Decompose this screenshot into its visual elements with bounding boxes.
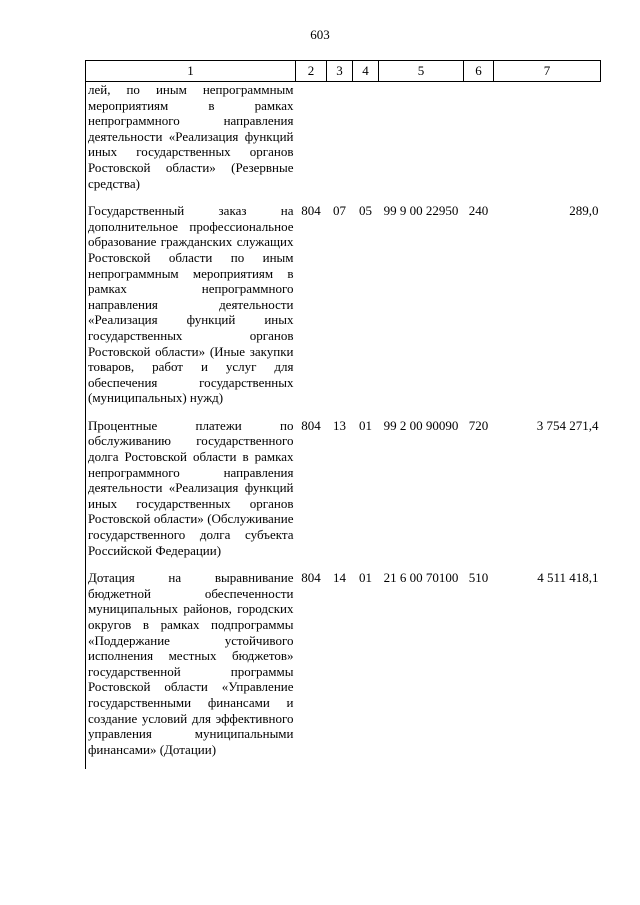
table-row bbox=[86, 418, 601, 570]
row-description: лей, по иным непрограммным мероприятиям в рамках непрограммного направления деятельности «Реализация функций иных государственных органов Ростовской области» (Резервные средства) bbox=[86, 82, 296, 204]
row-target-code: 99 2 00 90090 bbox=[383, 417, 459, 433]
row-ministry-code: 804 bbox=[301, 570, 321, 586]
table-row bbox=[86, 570, 601, 769]
header-col-4: 4 bbox=[353, 61, 379, 82]
row-target-code bbox=[379, 82, 464, 204]
row-description: Дотация на выравнивание бюджетной обеспеченности муниципальных районов, городских округов в рамках подпрограммы «Поддержание устойчивого исполнения местных бюджетов» государственной программы Ростовской области «Управление государственными финансами и создание условий для эффективного управления муниципальными финансами» (Дотации) bbox=[86, 570, 296, 769]
header-col-6: 6 bbox=[464, 61, 494, 82]
row-subsection bbox=[353, 82, 379, 204]
row-ministry-code: 804 bbox=[301, 417, 321, 433]
row-expense-type: 240 bbox=[468, 203, 489, 219]
budget-table bbox=[85, 60, 601, 769]
header-col-5: 5 bbox=[379, 61, 464, 82]
row-amount: 289,0 bbox=[569, 203, 599, 219]
row-expense-type: 510 bbox=[468, 570, 489, 586]
header-row bbox=[86, 61, 601, 82]
row-ministry-code bbox=[296, 82, 327, 204]
row-section: 14 bbox=[333, 570, 346, 586]
page-number: 603 bbox=[310, 27, 330, 42]
row-amount: 4 511 418,1 bbox=[537, 570, 599, 586]
row-ministry-code: 804 bbox=[301, 203, 321, 219]
table-row bbox=[86, 203, 601, 418]
row-section: 07 bbox=[333, 203, 346, 219]
row-section bbox=[327, 82, 353, 204]
row-target-code: 21 6 00 70100 bbox=[383, 570, 459, 586]
header-col-7: 7 bbox=[494, 61, 601, 82]
row-amount: 3 754 271,4 bbox=[536, 417, 599, 433]
table-header bbox=[86, 61, 601, 82]
row-expense-type: 720 bbox=[468, 417, 489, 433]
row-section: 13 bbox=[333, 417, 346, 433]
row-description: Государственный заказ на дополнительное профессиональное образование гражданских служащих Ростовской области по иным непрограммным мероприятиям в рамках непрограммного направления деятельности «Реализация функций иных государственных органов Ростовской области» (Иные закупки товаров, работ и услуг для обеспечения государственных (муниципальных) нужд) bbox=[86, 203, 296, 418]
header-col-1: 1 bbox=[86, 61, 296, 82]
row-amount bbox=[494, 82, 601, 204]
row-target-code: 99 9 00 22950 bbox=[383, 203, 459, 219]
header-col-2: 2 bbox=[296, 61, 327, 82]
row-subsection: 05 bbox=[359, 203, 372, 219]
table-row bbox=[86, 82, 601, 204]
row-expense-type bbox=[464, 82, 494, 204]
header-col-3: 3 bbox=[327, 61, 353, 82]
row-subsection: 01 bbox=[359, 570, 372, 586]
row-subsection: 01 bbox=[359, 417, 372, 433]
row-description: Процентные платежи по обслуживанию государственного долга Ростовской области в рамках непрограммного направления деятельности «Реализация функций иных государственных органов Ростовской области» (Обслуживание государственного долга субъекта Российской Федерации) bbox=[86, 418, 296, 570]
